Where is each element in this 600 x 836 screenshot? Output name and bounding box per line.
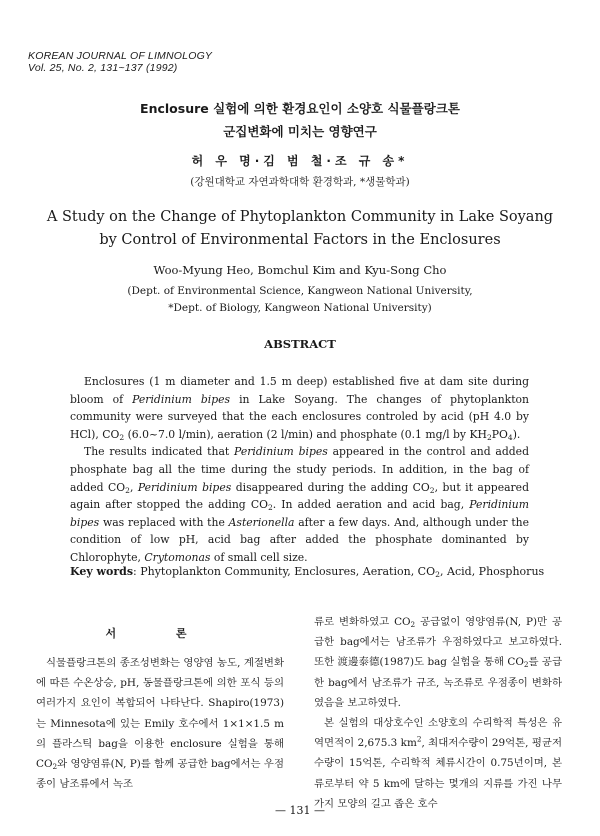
left-column-paragraph: 식물플랑크톤의 종조성변화는 영양염 농도, 계절변화에 따른 수온상승, pH, 동물플랑크톤에 의한 포식 등의 여러가지 요인이 복합되어 나타난다. Shapiro(1973)는 Minnesota에 있는 Emily 호수에서 1×1×1.5 m의 플라스틱 bag을 이용한 enclosure 실험을 통해 $CO_2$와 영양염류(N, P)를 함께 공급한 bag에서는 우점종이 남조류에서 녹조 <box>36 657 284 791</box>
section-heading-introduction: 서 론 <box>105 627 215 640</box>
right-column-paragraph-1: 류로 변화하였고 $CO_2$ 공급없이 영양염류(N, P)만 공급한 bag에서는 남조류가 우점하였다고 보고하였다. 또한 渡邊泰德(1987)도 bag 실험을 통해 $CO_2$를 공급한 bag에서 남조류가 규조, 녹조류로 우점종이 변화하였음을 보고하였다. <box>314 616 562 709</box>
page-number: — 131 — <box>275 804 325 817</box>
left-column <box>36 653 284 794</box>
english-title-line1: A Study on the Change of Phytoplankton Community in Lake Soyang <box>46 209 554 225</box>
journal-header <box>28 50 212 74</box>
english-affiliation-line2: *Dept. of Biology, Kangweon National University) <box>168 302 432 314</box>
korean-title <box>0 97 600 143</box>
abstract-body <box>70 373 529 567</box>
keywords-label: Key words <box>70 565 134 578</box>
right-column-paragraph-2: 본 실험의 대상호수인 소양호의 수리학적 특성은 유역면적이 2,675.3 $km^2$, 최대저수량이 29억톤, 평균저수량이 15억톤, 수리학적 체류시간이 0.75년이며, 본류로부터 약 5 km에 달하는 몇개의 지류를 가진 나무가지 모양의 길고 좁은 호수 <box>314 717 562 810</box>
english-authors: Woo-Myung Heo, Bomchul Kim and Kyu-Song Cho <box>153 263 447 277</box>
korean-title-line2: 군집변화에 미치는 영향연구 <box>223 124 377 139</box>
abstract-heading: ABSTRACT <box>264 337 336 351</box>
abstract-paragraph-2: The results indicated that Peridinium bipes appeared in the control and added phosphate bag all the time during the study periods. In addition, in the bag of added $CO_2$, Peridinium bipes disappeared during the adding $CO_2$, but it appeared again after stopped the adding $CO_2$. In added aeration and acid bag, Peridinium bipes was replaced with the Asterionella after a few days. And, although under the condition of low pH, acid bag after added the phosphate dominanted by Chlorophyte, Crytomonas of small cell size. <box>70 445 530 564</box>
korean-affiliation: (강원대학교 자연과학대학 환경학과, *생물학과) <box>190 176 410 188</box>
keywords: Key words: Phytoplankton Community, Enclosures, Aeration, $CO_2$, Acid, Phosphorus <box>70 565 545 579</box>
abstract-paragraph-1: Enclosures (1 m diameter and 1.5 m deep) established five at dam site during bloom of Peridinium bipes in Lake Soyang. The changes of phytoplankton community were surveyed that the each enclosures controled by acid (pH 4.0 by HCl), $CO_2$ (6.0~7.0 l/min), aeration (2 l/min) and phosphate (0.1 mg/l by $KH_2PO_4$). <box>70 375 529 442</box>
english-affiliation-line1: (Dept. of Environmental Science, Kangweon National University, <box>127 285 473 297</box>
korean-title-line1: Enclosure 실험에 의한 환경요인이 소양호 식물플랑크톤 <box>140 101 460 116</box>
right-column <box>314 612 562 814</box>
korean-authors: 허 우 명·김 범 철·조 규 송* <box>191 154 409 168</box>
journal-name: KOREAN JOURNAL OF LIMNOLOGY <box>28 50 213 62</box>
english-title <box>0 206 600 252</box>
english-title-line2: by Control of Environmental Factors in the Enclosures <box>99 232 501 248</box>
journal-volume: Vol. 25, No. 2, 131~137 (1992) <box>28 62 178 74</box>
english-affiliation <box>0 283 600 317</box>
